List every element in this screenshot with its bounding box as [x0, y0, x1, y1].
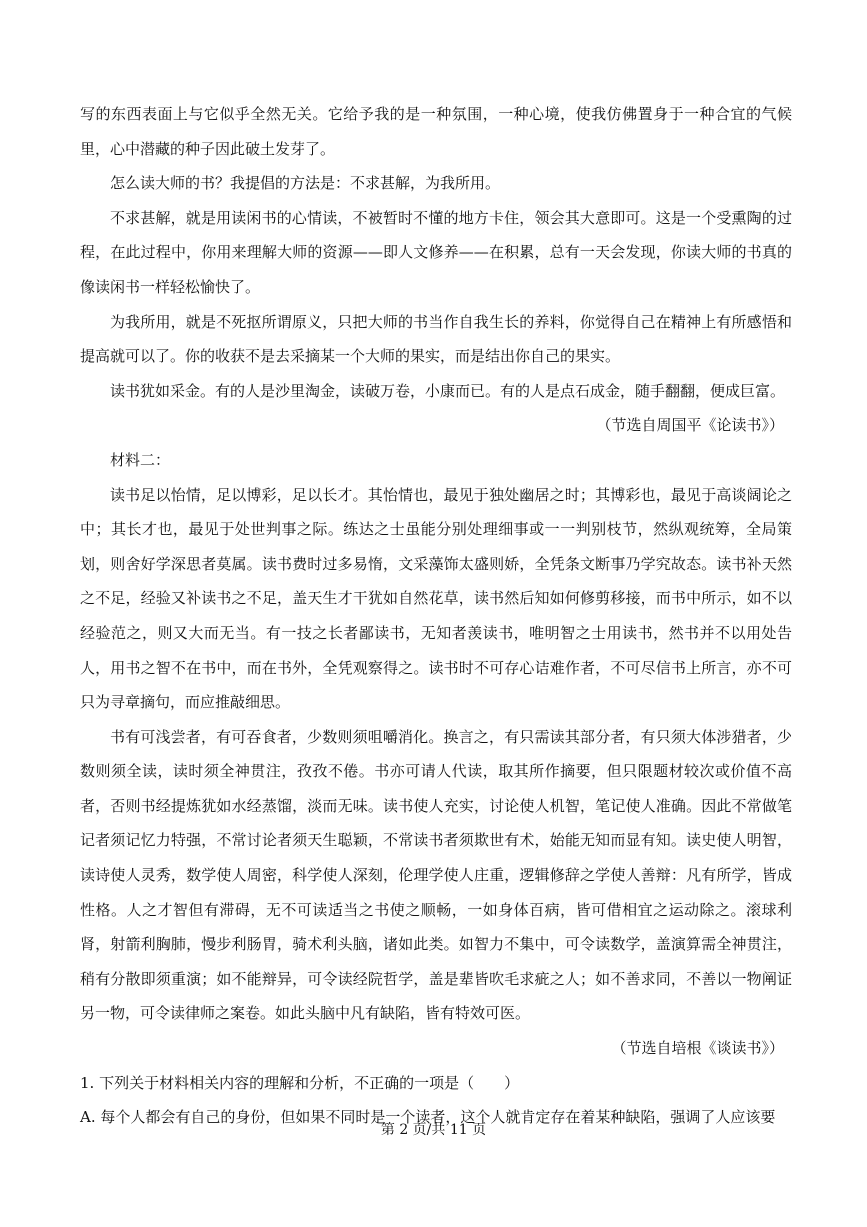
paragraph-reading-method-question: 怎么读大师的书？我提倡的方法是：不求甚解，为我所用。 [110, 174, 501, 193]
page-footer: 第 2 页/共 11 页 [380, 1122, 487, 1138]
question-one: 1. 下列关于材料相关内容的理解和分析，不正确的一项是（ ） [80, 1073, 520, 1092]
material-two-heading: 材料二： [110, 450, 171, 469]
source-citation-zhou: （节选自周国平《论读书》） [596, 416, 784, 435]
source-citation-bacon: （节选自培根《谈读书》） [611, 1039, 784, 1058]
paragraph-continuation: 写的东西表面上与它似乎全然无关。它给予我的是一种氛围，一种心境，使我仿佛置身于一种合宜的气候里，心中潜藏的种子因此破土发芽了。 [80, 105, 792, 158]
paragraph-bacon-two: 书有可浅尝者，有可吞食者，少数则须咀嚼消化。换言之，有只需读其部分者，有只须大体涉猎者，少数则须全读，读时须全神贯注，孜孜不倦。书亦可请人代读，取其所作摘要，但只限题材较次或价值不高者，否则书经提炼犹如水经蒸馏，淡而无味。读书使人充实，讨论使人机智，笔记使人准确。因此不常做笔记者须记忆力特强，不常讨论者须天生聪颖，不常读书者须欺世有术，始能无知而显有知。读史使人明智，读诗使人灵秀，数学使人周密，科学使人深刻，伦理学使人庄重，逻辑修辞之学使人善辩：凡有所学，皆成性格。人之才智但有滞碍，无不可读适当之书使之顺畅，一如身体百病，皆可借相宜之运动除之。滚球利肾，射箭利胸肺，慢步利肠胃，骑术利头脑，诸如此类。如智力不集中，可令读数学，盖演算需全神贯注，稍有分散即须重演；如不能辩异，可令读经院哲学，盖是辈皆吹毛求疵之人；如不善求同，不善以一物阐证另一物，可令读律师之案卷。如此头脑中凡有缺陷，皆有特效可医。 [80, 727, 792, 1023]
option-a: A. 每个人都会有自己的身份，但如果不同时是一个读者，这个人就肯定存在着某种缺陷，强调了人应该要 [80, 1108, 776, 1127]
paragraph-for-my-use: 为我所用，就是不死抠所谓原义，只把大师的书当作自我生长的养料，你觉得自己在精神上有所感悟和提高就可以了。你的收获不是去采摘某一个大师的果实，而是结出你自己的果实。 [80, 312, 792, 366]
paragraph-bacon-one: 读书足以怡情，足以博彩，足以长才。其怡情也，最见于独处幽居之时；其博彩也，最见于高谈阔论之中；其长才也，最见于处世判事之际。练达之士虽能分别处理细事或一一判别枝节，然纵观统筹，全局策划，则舍好学深思者莫属。读书费时过多易惰，文采藻饰太盛则娇，全凭条文断事乃学究故态。读书补天然之不足，经验又补读书之不足，盖天生才干犹如自然花草，读书然后知如何修剪移接，而书中所示，如不以经验范之，则又大而无当。有一技之长者鄙读书，无知者羡读书，唯明智之士用读书，然书并不以用处告人，用书之智不在书中，而在书外，全凭观察得之。读书时不可存心诘难作者，不可尽信书上所言，亦不可只为寻章摘句，而应推敲细思。 [80, 485, 792, 712]
paragraph-gold-metaphor: 读书犹如采金。有的人是沙里淘金，读破万卷，小康而已。有的人是点石成金，随手翻翻，便成巨富。 [110, 381, 786, 400]
document-body [80, 97, 792, 1135]
paragraph-no-deep-understanding: 不求甚解，就是用读闲书的心情读，不被暂时不懂的地方卡住，领会其大意即可。这是一个受熏陶的过程，在此过程中，你用来理解大师的资源——即人文修养——在积累，总有一天会发现，你读大师的书真的像读闲书一样轻松愉快了。 [80, 208, 792, 296]
